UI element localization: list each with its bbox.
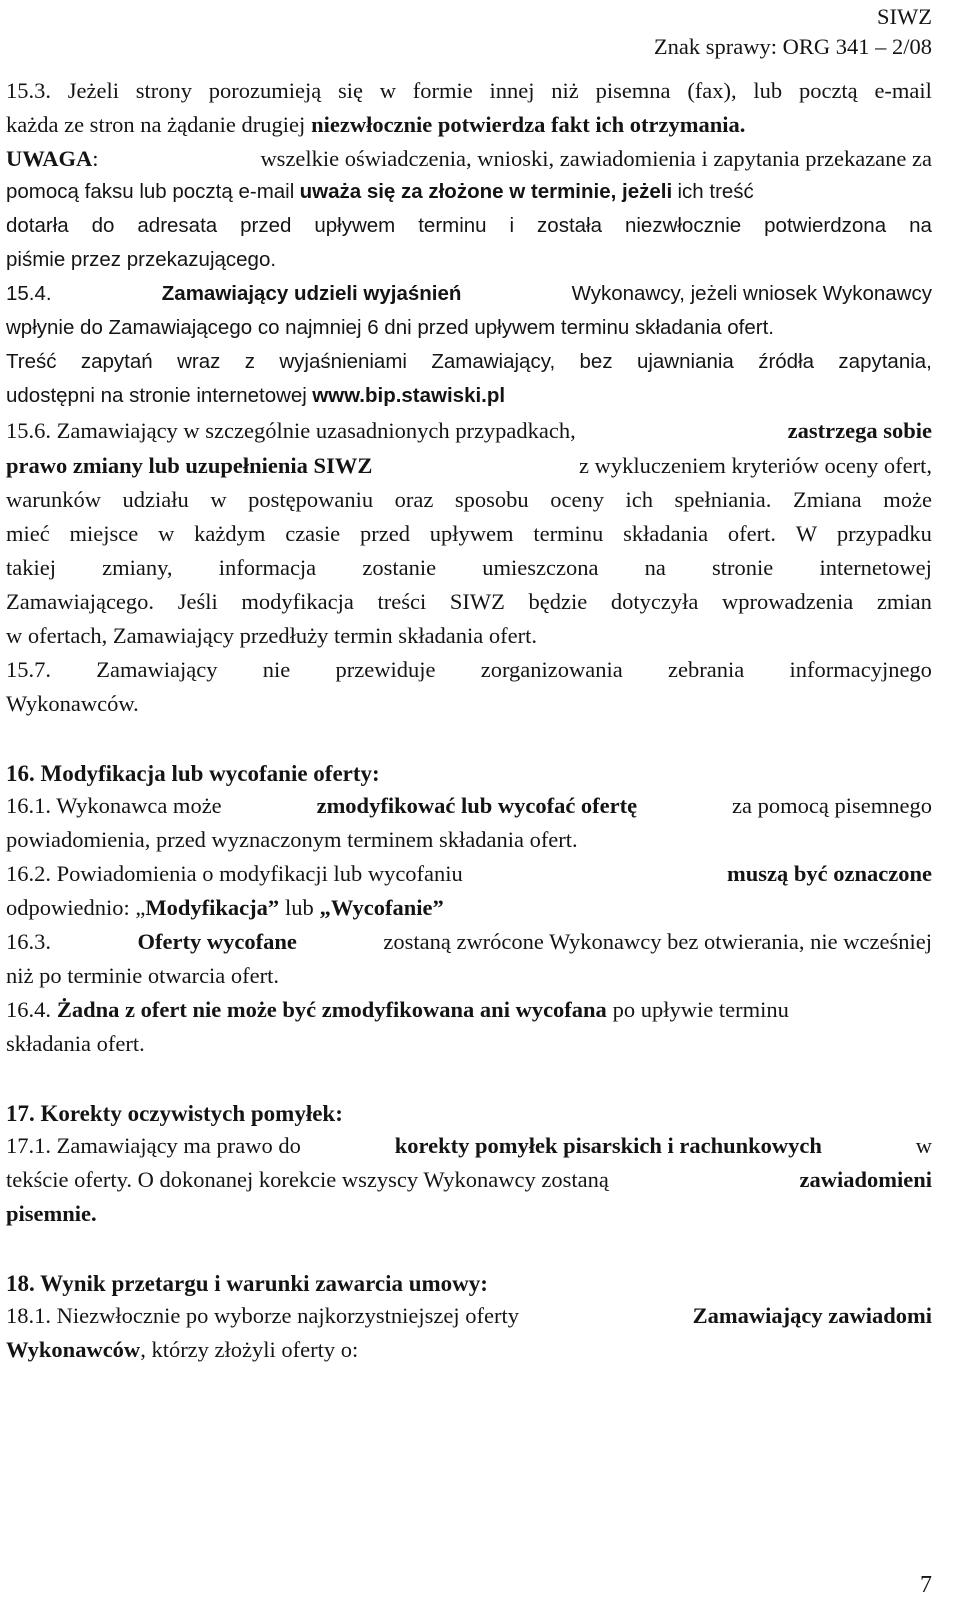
text-run: :	[92, 146, 99, 172]
text-run: lub	[284, 895, 314, 921]
word: Zmiana	[792, 486, 862, 512]
paragraph-15-3-line-3	[6, 146, 932, 180]
text-run: wpłynie do Zamawiającego co najmniej 6 dni przed upływem terminu składania ofert.	[6, 316, 774, 340]
word: wprowadzenia	[722, 588, 854, 614]
paragraph-18-1-line-1	[6, 1303, 932, 1337]
word: modyfikacja	[241, 588, 354, 614]
word: miejsce	[69, 520, 139, 546]
word: dotyczyła	[610, 588, 699, 614]
word: bez	[579, 350, 613, 374]
word: zmiany,	[102, 554, 173, 580]
word: do	[91, 214, 115, 238]
paragraph-16-2-line-2	[6, 895, 932, 929]
bold-text-run: „Wycofanie”	[319, 895, 444, 921]
text-run: pomocą faksu lub pocztą e-mail	[6, 180, 295, 204]
word: przed	[359, 520, 410, 546]
word: niezwłocznie	[624, 214, 742, 238]
paragraph-15-3-line-6	[6, 248, 932, 282]
paragraph-15-6-line-4	[6, 521, 932, 555]
word: może	[883, 486, 932, 512]
paragraph-number: 15.4.	[6, 282, 52, 306]
word: formie	[412, 78, 473, 103]
paragraph-15-4-line-3	[6, 350, 932, 384]
text-run: w	[915, 1133, 932, 1159]
text-run: powiadomienia, przed wyznaczonym terminem składania ofert.	[6, 826, 578, 852]
words-group: 15.6. Zamawiający w szczególnie uzasadnionych przypadkach,	[6, 418, 576, 444]
word: Treść	[6, 350, 57, 374]
bold-text-run: Modyfikacja”	[145, 895, 280, 921]
word: W	[795, 520, 818, 546]
paragraph-15-6-line-5	[6, 555, 932, 589]
word: 15.3.	[6, 78, 51, 103]
paragraph-15-6-line-1	[6, 418, 932, 452]
bold-text-run: UWAGA	[6, 146, 93, 172]
word: przewiduje	[335, 656, 436, 682]
word: oraz	[394, 486, 434, 512]
words-group: 17.1. Zamawiający ma prawo do	[6, 1133, 301, 1159]
words-group: Wykonawcy, jeżeli wniosek Wykonawcy	[571, 282, 932, 306]
word: wraz	[177, 350, 221, 374]
word: zorganizowania	[480, 656, 623, 682]
text-run: 16.1. Wykonawca może	[6, 792, 222, 818]
paragraph-15-4-line-1	[6, 282, 932, 316]
word: lub	[753, 78, 783, 103]
paragraph-15-3-line-4	[6, 180, 932, 214]
uwaga-label	[6, 146, 99, 172]
words-group: tekście oferty. O dokonanej korekcie wszyscy Wykonawcy zostaną	[6, 1167, 609, 1193]
word: Zamawiający	[96, 656, 218, 682]
words-group: wszelkie oświadczenia, wnioski, zawiadomienia i zapytania przekazane za	[260, 146, 932, 172]
bold-text-run: niezwłocznie potwierdza fakt ich otrzymania.	[311, 112, 746, 138]
paragraph-15-4-line-2	[6, 316, 932, 350]
word: zebrania	[668, 656, 745, 682]
word: zapytania,	[838, 350, 932, 374]
text-run: udostępni na stronie internetowej	[6, 384, 307, 408]
paragraph-18-1-line-2	[6, 1337, 932, 1371]
document-body	[6, 78, 932, 1372]
text-run: składania ofert.	[6, 1031, 145, 1057]
word: przypadku	[836, 520, 932, 546]
paragraph-15-7-line-1	[6, 657, 932, 691]
paragraph-17-1-line-1	[6, 1133, 932, 1167]
word: e-mail	[874, 78, 932, 103]
website-link-text: www.bip.stawiski.pl	[312, 384, 506, 408]
words-group: 18.1. Niezwłocznie po wyborze najkorzystniejszej oferty	[6, 1303, 519, 1329]
text-run-group	[6, 1337, 358, 1363]
bold-text-run: uważa się za złożone w terminie, jeżeli	[299, 180, 673, 204]
bold-words-group: zastrzega sobie	[787, 418, 932, 444]
bold-words-group: korekty pomyłek pisarskich i rachunkowych	[394, 1133, 822, 1159]
word: źródła	[758, 350, 815, 374]
word: udziału	[122, 486, 189, 512]
word: w	[158, 520, 175, 546]
bold-words-group: zawiadomieni	[799, 1167, 932, 1193]
word: Jeśli	[177, 588, 218, 614]
word: dotarła	[6, 214, 69, 238]
text-run: każda ze stron na żądanie drugiej	[6, 112, 306, 138]
word: oceny	[550, 486, 604, 512]
word: warunków	[6, 486, 101, 512]
text-run-group	[6, 895, 279, 921]
doc-type: SIWZ	[877, 4, 932, 29]
word: niż	[551, 78, 579, 103]
word: 15.7.	[6, 656, 51, 682]
text-run: po upływie terminu	[612, 997, 789, 1023]
paragraph-15-3-line-1	[6, 78, 932, 112]
paragraph-15-6-line-7	[6, 623, 932, 657]
word: internetowej	[819, 554, 932, 580]
text-run: zostaną zwrócone Wykonawcy bez otwierania, nie wcześniej	[383, 929, 932, 955]
word: (fax),	[687, 78, 737, 103]
word: zapytań	[80, 350, 153, 374]
text-run: piśmie przez przekazującego.	[6, 248, 277, 272]
word: będzie	[528, 588, 588, 614]
word: zmian	[876, 588, 932, 614]
word: Jeżeli	[67, 78, 119, 103]
paragraph-16-4-line-1	[6, 997, 932, 1031]
paragraph-15-7-line-2	[6, 691, 932, 725]
word: w	[379, 78, 397, 103]
section-16-heading: 16. Modyfikacja lub wycofanie oferty:	[6, 760, 380, 786]
paragraph-number: 16.3.	[6, 929, 51, 955]
word: na	[909, 214, 932, 238]
word: ujawniania	[636, 350, 734, 374]
word: porozumieją	[208, 78, 322, 103]
text-run: odpowiednio: „	[6, 895, 146, 921]
text-run: niż po terminie otwarcia ofert.	[6, 963, 280, 989]
text-run: ich treść	[677, 180, 754, 204]
word: takiej	[6, 554, 56, 580]
word: umieszczona	[482, 554, 599, 580]
word: się	[338, 78, 363, 103]
word: terminu	[418, 214, 487, 238]
paragraph-15-3-line-5	[6, 214, 932, 248]
case-number: Znak sprawy: ORG 341 – 2/08	[653, 34, 932, 59]
word: SIWZ	[449, 588, 505, 614]
bold-text-run: pisemnie.	[6, 1201, 97, 1227]
word: postępowaniu	[248, 486, 374, 512]
word: ofert.	[727, 520, 777, 546]
word: mieć	[6, 520, 50, 546]
page-header	[654, 2, 932, 62]
paragraph-16-3-line-1	[6, 929, 932, 963]
paragraph-16-3-line-2	[6, 963, 932, 997]
paragraph-15-6-line-6	[6, 589, 932, 623]
word: składania	[623, 520, 709, 546]
paragraph-15-6-line-2	[6, 453, 932, 487]
word: Zamawiającego.	[6, 588, 155, 614]
paragraph-16-1-line-2	[6, 827, 932, 861]
word: nie	[262, 656, 291, 682]
words-group: z wykluczeniem kryteriów oceny ofert,	[579, 452, 932, 478]
word: adresata	[137, 214, 218, 238]
text-run: , którzy złożyli oferty o:	[140, 1337, 359, 1363]
word: w	[210, 486, 227, 512]
word: strony	[135, 78, 192, 103]
word: informacyjnego	[789, 656, 932, 682]
bold-text-run: Zamawiający udzieli wyjaśnień	[161, 282, 462, 306]
word: spełniania.	[674, 486, 772, 512]
word: upływem	[314, 214, 396, 238]
text-run: Wykonawców.	[6, 690, 139, 716]
paragraph-17-1-line-3	[6, 1201, 932, 1235]
paragraph-15-3-line-2	[6, 112, 932, 146]
word: stronie	[712, 554, 774, 580]
paragraph-16-2-line-1	[6, 861, 932, 895]
word: informacja	[218, 554, 317, 580]
word: potwierdzona	[764, 214, 887, 238]
bold-text-run: prawo zmiany lub uzupełnienia SIWZ	[6, 452, 373, 478]
word: Zamawiający,	[431, 350, 556, 374]
word: zostanie	[362, 554, 437, 580]
bold-words-group: muszą być oznaczone	[727, 860, 932, 886]
word: ich	[625, 486, 653, 512]
word: sposobu	[454, 486, 529, 512]
text-run: w ofertach, Zamawiający przedłuży termin składania ofert.	[6, 622, 538, 648]
bold-text-run: Wykonawców	[6, 1337, 141, 1363]
bold-text-run: Żadna z ofert nie może być zmodyfikowana ani wycofana	[56, 997, 607, 1023]
paragraph-15-6-line-3	[6, 487, 932, 521]
word: terminu	[533, 520, 604, 546]
paragraph-15-4-line-4	[6, 384, 932, 418]
bold-text-run: zmodyfikować lub wycofać ofertę	[316, 792, 638, 818]
paragraph-number: 16.4.	[6, 997, 51, 1023]
word: treści	[377, 588, 427, 614]
word: innej	[489, 78, 535, 103]
page-number: 7	[920, 1572, 932, 1598]
word: upływem	[429, 520, 514, 546]
word: czasie	[285, 520, 341, 546]
word: wyjaśnieniami	[279, 350, 407, 374]
word: pocztą	[798, 78, 858, 103]
paragraph-16-1-line-1	[6, 793, 932, 827]
word: każdym	[194, 520, 266, 546]
text-run: za pomocą pisemnego	[732, 792, 932, 818]
bold-words-group: Zamawiający zawiadomi	[692, 1303, 932, 1329]
word: z	[244, 350, 255, 374]
word: na	[644, 554, 666, 580]
word: i	[509, 214, 515, 238]
paragraph-17-1-line-2	[6, 1167, 932, 1201]
word: została	[537, 214, 603, 238]
words-group: 16.2. Powiadomienia o modyfikacji lub wycofaniu	[6, 860, 463, 886]
section-18-heading: 18. Wynik przetargu i warunki zawarcia umowy:	[6, 1271, 488, 1297]
bold-text-run: Oferty wycofane	[137, 929, 297, 955]
word: pisemna	[595, 78, 671, 103]
paragraph-16-4-line-2	[6, 1031, 932, 1065]
word: przed	[240, 214, 292, 238]
section-17-heading: 17. Korekty oczywistych pomyłek:	[6, 1101, 343, 1127]
